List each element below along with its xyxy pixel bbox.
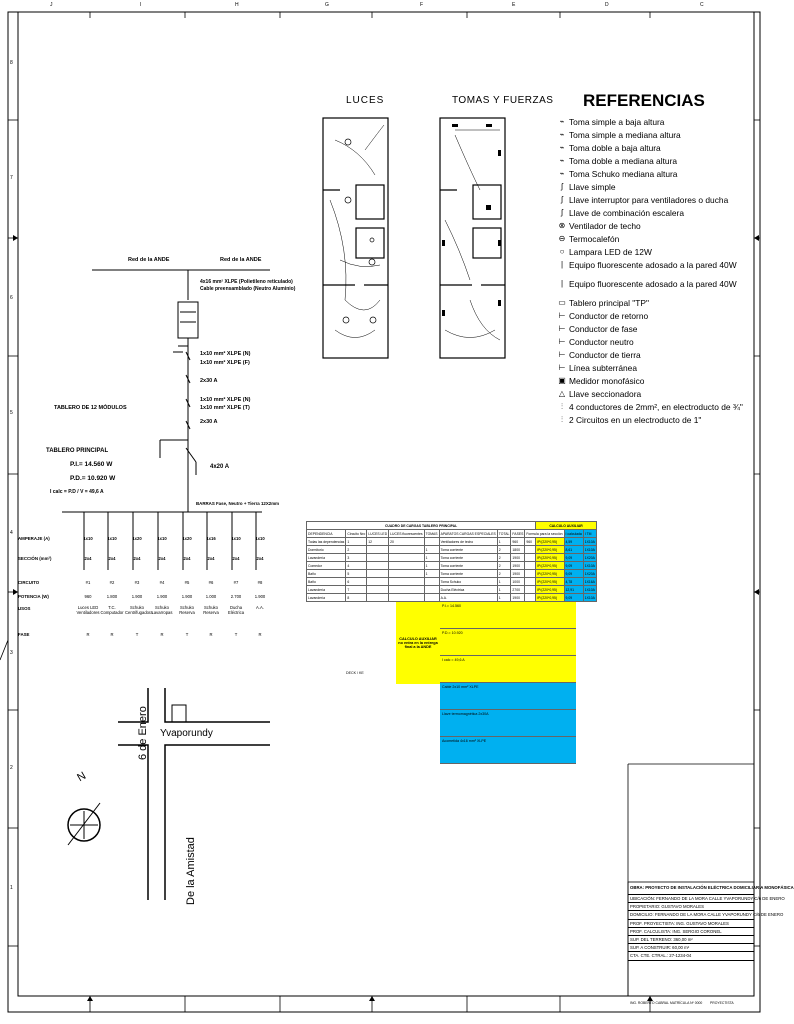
calc-table-cell	[525, 586, 536, 594]
calc-table-cell	[389, 554, 424, 562]
reference-symbol-icon: ⊢	[558, 362, 566, 372]
circuit-amperage-cell: 1x10	[255, 536, 265, 541]
signature-license: MATRÍCULA Nº 0000	[670, 1001, 703, 1005]
reference-symbol-icon: ⊖	[558, 234, 566, 243]
circuit-phase-cell: T	[234, 632, 238, 637]
circuit-amperage-cell: 1x20	[182, 536, 192, 541]
calc-table-cell: IP/(220*0,95)	[536, 562, 564, 570]
calc-table-row	[307, 562, 597, 570]
calc-table-cell: Dormitorio	[307, 546, 346, 554]
circuit-uses-cell: A.A.	[256, 605, 264, 610]
calc-table-cell: Lavandería	[307, 586, 346, 594]
acometida-cable: 4x16 mm² XLPE (Polietileno reticulado)	[200, 279, 293, 285]
reference-symbol-icon: ⌁	[559, 143, 565, 152]
calc-table-cell: 1X10A	[584, 547, 595, 552]
calc-table-cell	[525, 578, 536, 586]
signature-role: PROYECTISTA	[710, 1001, 734, 1005]
circuit-amperage-cell: 1x10	[157, 536, 167, 541]
calc-table-cell	[367, 578, 389, 586]
calc-table-cell: 1	[346, 538, 367, 546]
circuit-uses-cell: T.C. Computador	[100, 605, 124, 615]
red-ande-label: Red de la ANDE	[128, 257, 170, 263]
calc-table-cell: 1	[424, 570, 439, 578]
reference-text: Ventilador de techo	[569, 221, 641, 231]
calc-table-row	[307, 594, 597, 602]
reference-text: Línea subterránea	[569, 362, 637, 373]
aux-calc-line: P.I.= 14.560	[440, 602, 576, 629]
calc-table-cell	[389, 570, 424, 578]
calc-table-cell: 2	[497, 562, 511, 570]
calc-table-cell: 1900	[511, 554, 525, 562]
grid-label: F	[420, 2, 424, 8]
circuit-section-cell: 2x4	[84, 556, 92, 561]
calc-table-cell: 1X10A	[584, 563, 595, 568]
circuit-circuit-cell: #7	[233, 580, 239, 585]
calc-table-cell: Lavandería	[307, 554, 346, 562]
circuit-section-cell: 2x4	[183, 556, 191, 561]
calc-table-cell	[389, 562, 424, 570]
reference-text: Llave simple	[569, 182, 616, 192]
circuit-row-label: USOS	[18, 606, 31, 611]
circuit-circuit-cell: #6	[208, 580, 214, 585]
reference-symbol-icon: ○	[559, 247, 565, 256]
aux-calc-line: Llave termomagnética 2x30A	[440, 710, 576, 737]
reference-text: Toma Schuko mediana altura	[569, 169, 678, 179]
reference-text: 4 conductores de 2mm², en electroducto de ¾"	[569, 401, 743, 412]
calc-table-cell: 1900	[511, 570, 525, 578]
calc-table-cell: 1	[497, 538, 511, 546]
grid-label: 8	[10, 60, 13, 66]
calc-table-row	[307, 586, 597, 594]
calc-table-cell: Ventiladores de techo	[439, 538, 497, 546]
grid-label: 4	[10, 530, 13, 536]
calc-table-cell: Baño	[307, 570, 346, 578]
calc-table-cell: 5	[346, 570, 367, 578]
circuit-phase-cell: R	[258, 632, 262, 637]
reference-symbol-icon: ʃ	[561, 182, 563, 191]
calc-table-cell	[424, 594, 439, 602]
red-ande-label: Red de la ANDE	[220, 257, 262, 263]
circuit-circuit-cell: #1	[85, 580, 91, 585]
calc-table-cell	[424, 578, 439, 586]
calc-table-cell: 12,91	[564, 586, 583, 594]
references-title: REFERENCIAS	[583, 91, 705, 110]
grid-label: J	[50, 2, 53, 8]
reference-symbol-icon: ⊗	[558, 221, 566, 230]
cable-label: 1x10 mm² XLPE (N)	[200, 397, 251, 403]
title-block	[628, 882, 794, 992]
grid-label: 3	[10, 650, 13, 656]
circuit-power-cell: 1.900	[156, 594, 168, 599]
circuit-section-cell: 2x4	[108, 556, 116, 561]
reference-text: Toma doble a mediana altura	[569, 156, 678, 166]
tablero-modulos-label: TABLERO DE 12 MÓDULOS	[54, 405, 127, 411]
aux-calc-line: Cable 2x10 mm² XLPE	[440, 683, 576, 710]
grid-label: 2	[10, 765, 13, 771]
tomas-title: TOMAS Y FUERZAS	[452, 95, 554, 106]
grid-label: 5	[10, 410, 13, 416]
calc-table-cell: Todas las dependencias	[308, 539, 345, 544]
calc-table-cell: 2	[346, 546, 367, 554]
reference-symbol-icon: ⌁	[559, 117, 565, 126]
circuit-phase-cell: T	[185, 632, 189, 637]
reference-symbol-icon: ʃ	[561, 195, 563, 204]
circuit-power-cell: 2.700	[230, 594, 242, 599]
calc-table-cell: 1	[497, 586, 511, 594]
calc-table-cell: 1X16A	[584, 579, 595, 584]
calc-table-cell	[367, 562, 389, 570]
calc-table-cell: Toma corriente	[439, 562, 497, 570]
calc-column-header: TOTAL	[498, 531, 510, 536]
calc-column-header: FASES	[512, 531, 524, 536]
reference-text: Equipo fluorescente adosado a la pared 40W	[569, 278, 737, 289]
cable-label: 1x10 mm² XLPE (N)	[200, 351, 251, 357]
circuit-circuit-cell: #8	[257, 580, 263, 585]
calc-table-cell	[367, 546, 389, 554]
title-block-row: OBRA: PROYECTO DE INSTALACIÓN ELÉCTRICA DOMICILIARIA MONOFÁSICA	[628, 882, 754, 895]
circuit-circuit-cell: #3	[134, 580, 140, 585]
calc-table-cell: 3	[346, 554, 367, 562]
circuit-section-cell: 2x4	[232, 556, 240, 561]
calc-table-cell	[367, 570, 389, 578]
circuit-amperage-cell: 1x20	[132, 536, 142, 541]
calc-table-cell: 1X20A	[584, 555, 595, 560]
reference-symbol-icon: ⫶	[561, 401, 563, 411]
circuit-row-label: FASE	[18, 632, 30, 637]
circuit-section-cell: 2x4	[133, 556, 141, 561]
acometida-cable: Cable preensamblado (Neutro Aluminio)	[200, 286, 296, 292]
calc-table-cell: Toma corriente	[439, 570, 497, 578]
circuit-section-cell: 2x4	[207, 556, 215, 561]
calc-table-cell	[367, 554, 389, 562]
aux-calc-line: P.D.= 10.920	[440, 629, 576, 656]
reference-symbol-icon: ▣	[558, 375, 566, 385]
calc-table-cell: IP/(220*0,95)	[536, 578, 564, 586]
circuit-phase-cell: R	[160, 632, 164, 637]
circuit-circuit-cell: #2	[109, 580, 115, 585]
circuit-row-label: AMPERAJE (A)	[18, 536, 50, 541]
calc-table-cell: 1000	[511, 578, 525, 586]
calc-column-header: APARATOS CARGAS ESPECIALES	[440, 531, 496, 536]
main-breaker-label: 4x20 A	[210, 464, 230, 470]
circuit-power-cell: 1.900	[254, 594, 266, 599]
calc-table-cell: 1	[497, 594, 511, 602]
reference-symbol-icon: ⊢	[558, 336, 566, 346]
calc-table-cell: Ducha Eléctrica	[439, 586, 497, 594]
circuit-phase-cell: T	[135, 632, 139, 637]
calc-table-cell: IP/(220*0,95)	[536, 546, 564, 554]
barras-label: BARRAS Fase, Neutro + Tierra 12X2mm	[196, 501, 280, 506]
grid-label: I	[140, 2, 142, 8]
grid-label: G	[325, 2, 329, 8]
calc-table-cell: 1X20A	[584, 571, 595, 576]
circuit-power-cell: 1.000	[205, 594, 217, 599]
grid-label: E	[512, 2, 516, 8]
calc-table-cell: 1X10A	[584, 595, 595, 600]
calc-table-cell: 1X10A	[584, 587, 595, 592]
reference-symbol-icon: ⊢	[558, 323, 566, 333]
grid-label: 6	[10, 295, 13, 301]
calc-table-cell	[525, 594, 536, 602]
calc-table-row	[307, 554, 597, 562]
breaker-label: 2x30 A	[200, 378, 218, 384]
reference-symbol-icon: ▭	[558, 297, 566, 307]
calc-table-cell: 960	[511, 538, 525, 546]
circuit-amperage-cell: 1x10	[231, 536, 241, 541]
calc-column-header: DEPENDENCIA	[307, 530, 346, 538]
calc-table-cell: 7	[346, 586, 367, 594]
reference-text: Conductor de retorno	[569, 310, 649, 321]
calc-column-header: LUCES LED	[368, 531, 388, 536]
grid-label: H	[235, 2, 239, 8]
circuit-power-cell: 1.800	[106, 594, 118, 599]
calc-table-cell: 2700	[511, 586, 525, 594]
cable-label: 1x10 mm² XLPE (F)	[200, 360, 250, 366]
reference-symbol-icon: ⌁	[559, 169, 565, 178]
grid-label: C	[700, 2, 704, 8]
tablero-principal-label: TABLERO PRINCIPAL	[46, 448, 109, 454]
title-block-row: PROPIETARIO: GUSTAVO MORALES	[628, 903, 754, 911]
calc-table-cell: 4	[346, 562, 367, 570]
reference-text: Toma simple a mediana altura	[569, 130, 681, 140]
calc-table-cell	[525, 570, 536, 578]
circuit-uses-cell: Schuko Reserva	[203, 605, 219, 615]
signature-name: ING. ROBERTO CABRAL	[630, 1001, 670, 1005]
pd-label: P.D.= 10.920 W	[70, 475, 116, 482]
reference-text: Termocalefón	[569, 234, 620, 244]
circuit-row-label: SECCIÓN (mm²)	[18, 556, 52, 561]
calc-table-cell	[389, 578, 424, 586]
calc-table-cell	[389, 546, 424, 554]
reference-text: Lampara LED de 12W	[569, 247, 652, 257]
calc-table-cell: Comedor	[307, 562, 346, 570]
circuit-section-cell: 2x4	[256, 556, 264, 561]
calc-table-cell: Toma corriente	[439, 554, 497, 562]
reference-text: Llave de combinación escalera	[569, 208, 684, 218]
reference-text: Conductor neutro	[569, 336, 634, 347]
calc-table-cell: 1900	[511, 594, 525, 602]
circuit-amperage-cell: 1x10	[83, 536, 93, 541]
circuit-phase-cell: R	[110, 632, 114, 637]
breaker-label: 2x30 A	[200, 419, 218, 425]
calc-table-cell: 1	[424, 546, 439, 554]
reference-text: Toma simple a baja altura	[569, 117, 665, 127]
calc-table-cell: 960	[525, 538, 536, 546]
cable-label: 1x10 mm² XLPE (T)	[200, 405, 250, 411]
reference-symbol-icon: ⊢	[558, 310, 566, 320]
circuit-power-cell: 960	[84, 594, 92, 599]
calc-table-cell: 1	[424, 562, 439, 570]
calc-table-cell: 6	[346, 578, 367, 586]
calc-table-cell: 9,09	[564, 554, 583, 562]
circuit-power-cell: 1.900	[181, 594, 193, 599]
reference-text: Llave seccionadora	[569, 388, 642, 399]
calc-table-cell	[525, 546, 536, 554]
calc-table-cell: IP/(220*0,95)	[536, 538, 564, 546]
calc-table-cell	[424, 538, 439, 546]
street-label: De la Amistad	[185, 837, 197, 905]
calc-table-cell	[525, 562, 536, 570]
calc-table-cell: 1	[424, 554, 439, 562]
calc-table-cell: 9,09	[564, 594, 583, 602]
calc-table-cell	[389, 586, 424, 594]
circuit-uses-cell: Luces LED Ventiladores	[76, 605, 100, 615]
calc-table-cell: Toma corriente	[439, 546, 497, 554]
calc-table-cell: 2	[497, 546, 511, 554]
aux-calc-note: CALCULO AUXILIAR no entra en la entrega final a la ANDE	[396, 602, 440, 684]
calc-column-header: LUCES fluorescentes	[390, 531, 423, 536]
calc-table-cell: 8	[346, 594, 367, 602]
calc-table-cell: IP/(220*0,95)	[536, 570, 564, 578]
circuit-phase-cell: R	[209, 632, 213, 637]
calc-table-cell: Toma Schuko	[439, 578, 497, 586]
title-block-row: PROF. PROYECTISTA: ING. GUSTAVO MORALES	[628, 920, 754, 928]
circuit-section-cell: 2x4	[158, 556, 166, 561]
reference-symbol-icon: ʃ	[561, 208, 563, 217]
reference-text: Conductor de tierra	[569, 349, 641, 360]
calc-side-note: DECK / KE	[346, 671, 364, 675]
calc-table-cell: Lavandería	[307, 594, 346, 602]
grid-label: D	[605, 2, 609, 8]
calc-table-cell: 1800	[511, 546, 525, 554]
calc-table-cell: 1X10A	[584, 539, 595, 544]
luces-title: LUCES	[346, 95, 385, 106]
calc-table-cell: 8,61	[564, 546, 583, 554]
reference-symbol-icon: |	[560, 260, 564, 269]
calc-table-cell: 4,78	[564, 578, 583, 586]
reference-symbol-icon: △	[558, 388, 566, 398]
calc-table-cell	[367, 586, 389, 594]
calc-table-cell: 12	[367, 538, 389, 546]
calc-table-cell: 1900	[511, 562, 525, 570]
calc-table-cell: 4,59	[564, 538, 583, 546]
street-label: Yvaporundy	[160, 728, 213, 739]
circuit-uses-cell: Schuko Centrifugadora	[125, 605, 153, 615]
reference-symbol-icon: ⫶	[561, 414, 563, 424]
calc-table-cell	[424, 586, 439, 594]
circuit-circuit-cell: #5	[184, 580, 190, 585]
title-block-row: CTA. CTE. CTRAL.: 27-1234-04	[628, 952, 754, 960]
title-block-row: SUP. DEL TERRENO: 360,00 m²	[628, 936, 754, 944]
reference-symbol-icon: ⊢	[558, 349, 566, 359]
calc-column-header: Formula para la sección	[526, 531, 563, 536]
calc-table-title: CUADRO DE CARGAS TABLERO PRINCIPAL	[307, 522, 536, 530]
calc-table-cell	[367, 594, 389, 602]
circuit-uses-cell: Schuko Reserva	[179, 605, 195, 615]
street-label: 6 de Enero	[137, 706, 149, 760]
reference-text: Tablero principal "TP"	[569, 297, 649, 308]
reference-text: Conductor de fase	[569, 323, 638, 334]
calc-table-cell	[525, 554, 536, 562]
calc-table-cell: 20	[389, 538, 424, 546]
calc-table-row	[307, 546, 597, 554]
circuit-power-cell: 1.900	[131, 594, 143, 599]
reference-symbol-icon: ⌁	[559, 156, 565, 165]
reference-text: Medidor monofásico	[569, 375, 645, 386]
calc-column-header: TOMAS	[425, 531, 438, 536]
calc-table-cell: 9,09	[564, 570, 583, 578]
calc-column-header: Circuito Nro	[347, 531, 366, 536]
calc-table-row	[307, 538, 597, 546]
aux-calc-line: Acometida 4x16 mm² XLPE	[440, 737, 576, 764]
reference-text: Equipo fluorescente adosado a la pared 40W	[569, 260, 737, 270]
grid-label: 7	[10, 175, 13, 181]
calc-aux-title: CALCULO AUXILIAR	[536, 522, 597, 530]
circuit-amperage-cell: 1x16	[206, 536, 216, 541]
load-calc-table	[306, 521, 595, 767]
circuit-circuit-cell: #4	[159, 580, 165, 585]
reference-symbol-icon: ⌁	[559, 130, 565, 139]
title-block-row: PROF. CALCULISTA: ING. SERGIO CORONEL	[628, 928, 754, 936]
reference-text: Toma doble a baja altura	[569, 143, 661, 153]
grid-label: 1	[10, 885, 13, 891]
title-block-row: UBICACIÓN: FERNANDO DE LA MORA CALLE YVAPORUNDY C/6 DE ENERO	[628, 895, 754, 903]
aux-calc-line: I calc = 49,6 A	[440, 656, 576, 683]
calc-table-cell: 2	[497, 554, 511, 562]
icalc-label: I calc = P.D / V = 49,6 A	[50, 489, 104, 495]
calc-column-header: I TM	[583, 530, 596, 538]
circuit-uses-cell: Schuko Lavarropas	[151, 605, 173, 615]
reference-text: Llave interruptor para ventiladores o ducha	[569, 195, 729, 205]
calc-table-row	[307, 578, 597, 586]
circuit-row-label: POTENCIA (W)	[18, 594, 49, 599]
calc-table-cell: 9,09	[564, 562, 583, 570]
reference-text: 2 Circuitos en un electroducto de 1"	[569, 414, 702, 425]
calc-table-cell: Baño	[307, 578, 346, 586]
calc-column-header: I calculada	[565, 531, 582, 536]
calc-table-cell: IP/(220*0,95)	[536, 554, 564, 562]
north-label: N	[75, 769, 89, 785]
title-block-row: DOMICILIO: FERNANDO DE LA MORA CALLE YVAPORUNDY C/6 DE ENERO	[628, 911, 754, 919]
calc-table-cell: IP/(220*0,95)	[536, 594, 564, 602]
title-block-row: SUP. A CONSTRUIR: 60,00 m²	[628, 944, 754, 952]
circuit-row-label: CIRCUITO	[18, 580, 40, 585]
circuit-uses-cell: Ducha Eléctrica	[227, 605, 245, 615]
calc-table-cell: 1	[497, 578, 511, 586]
calc-table-cell: 2	[497, 570, 511, 578]
calc-table-cell: IP/(220*0,95)	[536, 586, 564, 594]
pi-label: P.I.= 14.560 W	[70, 461, 113, 468]
circuit-amperage-cell: 1x10	[107, 536, 117, 541]
calc-table-cell: A.A.	[439, 594, 497, 602]
reference-symbol-icon: |	[560, 278, 564, 288]
calc-table-cell	[389, 594, 424, 602]
calc-table-row	[307, 570, 597, 578]
circuit-phase-cell: R	[86, 632, 90, 637]
